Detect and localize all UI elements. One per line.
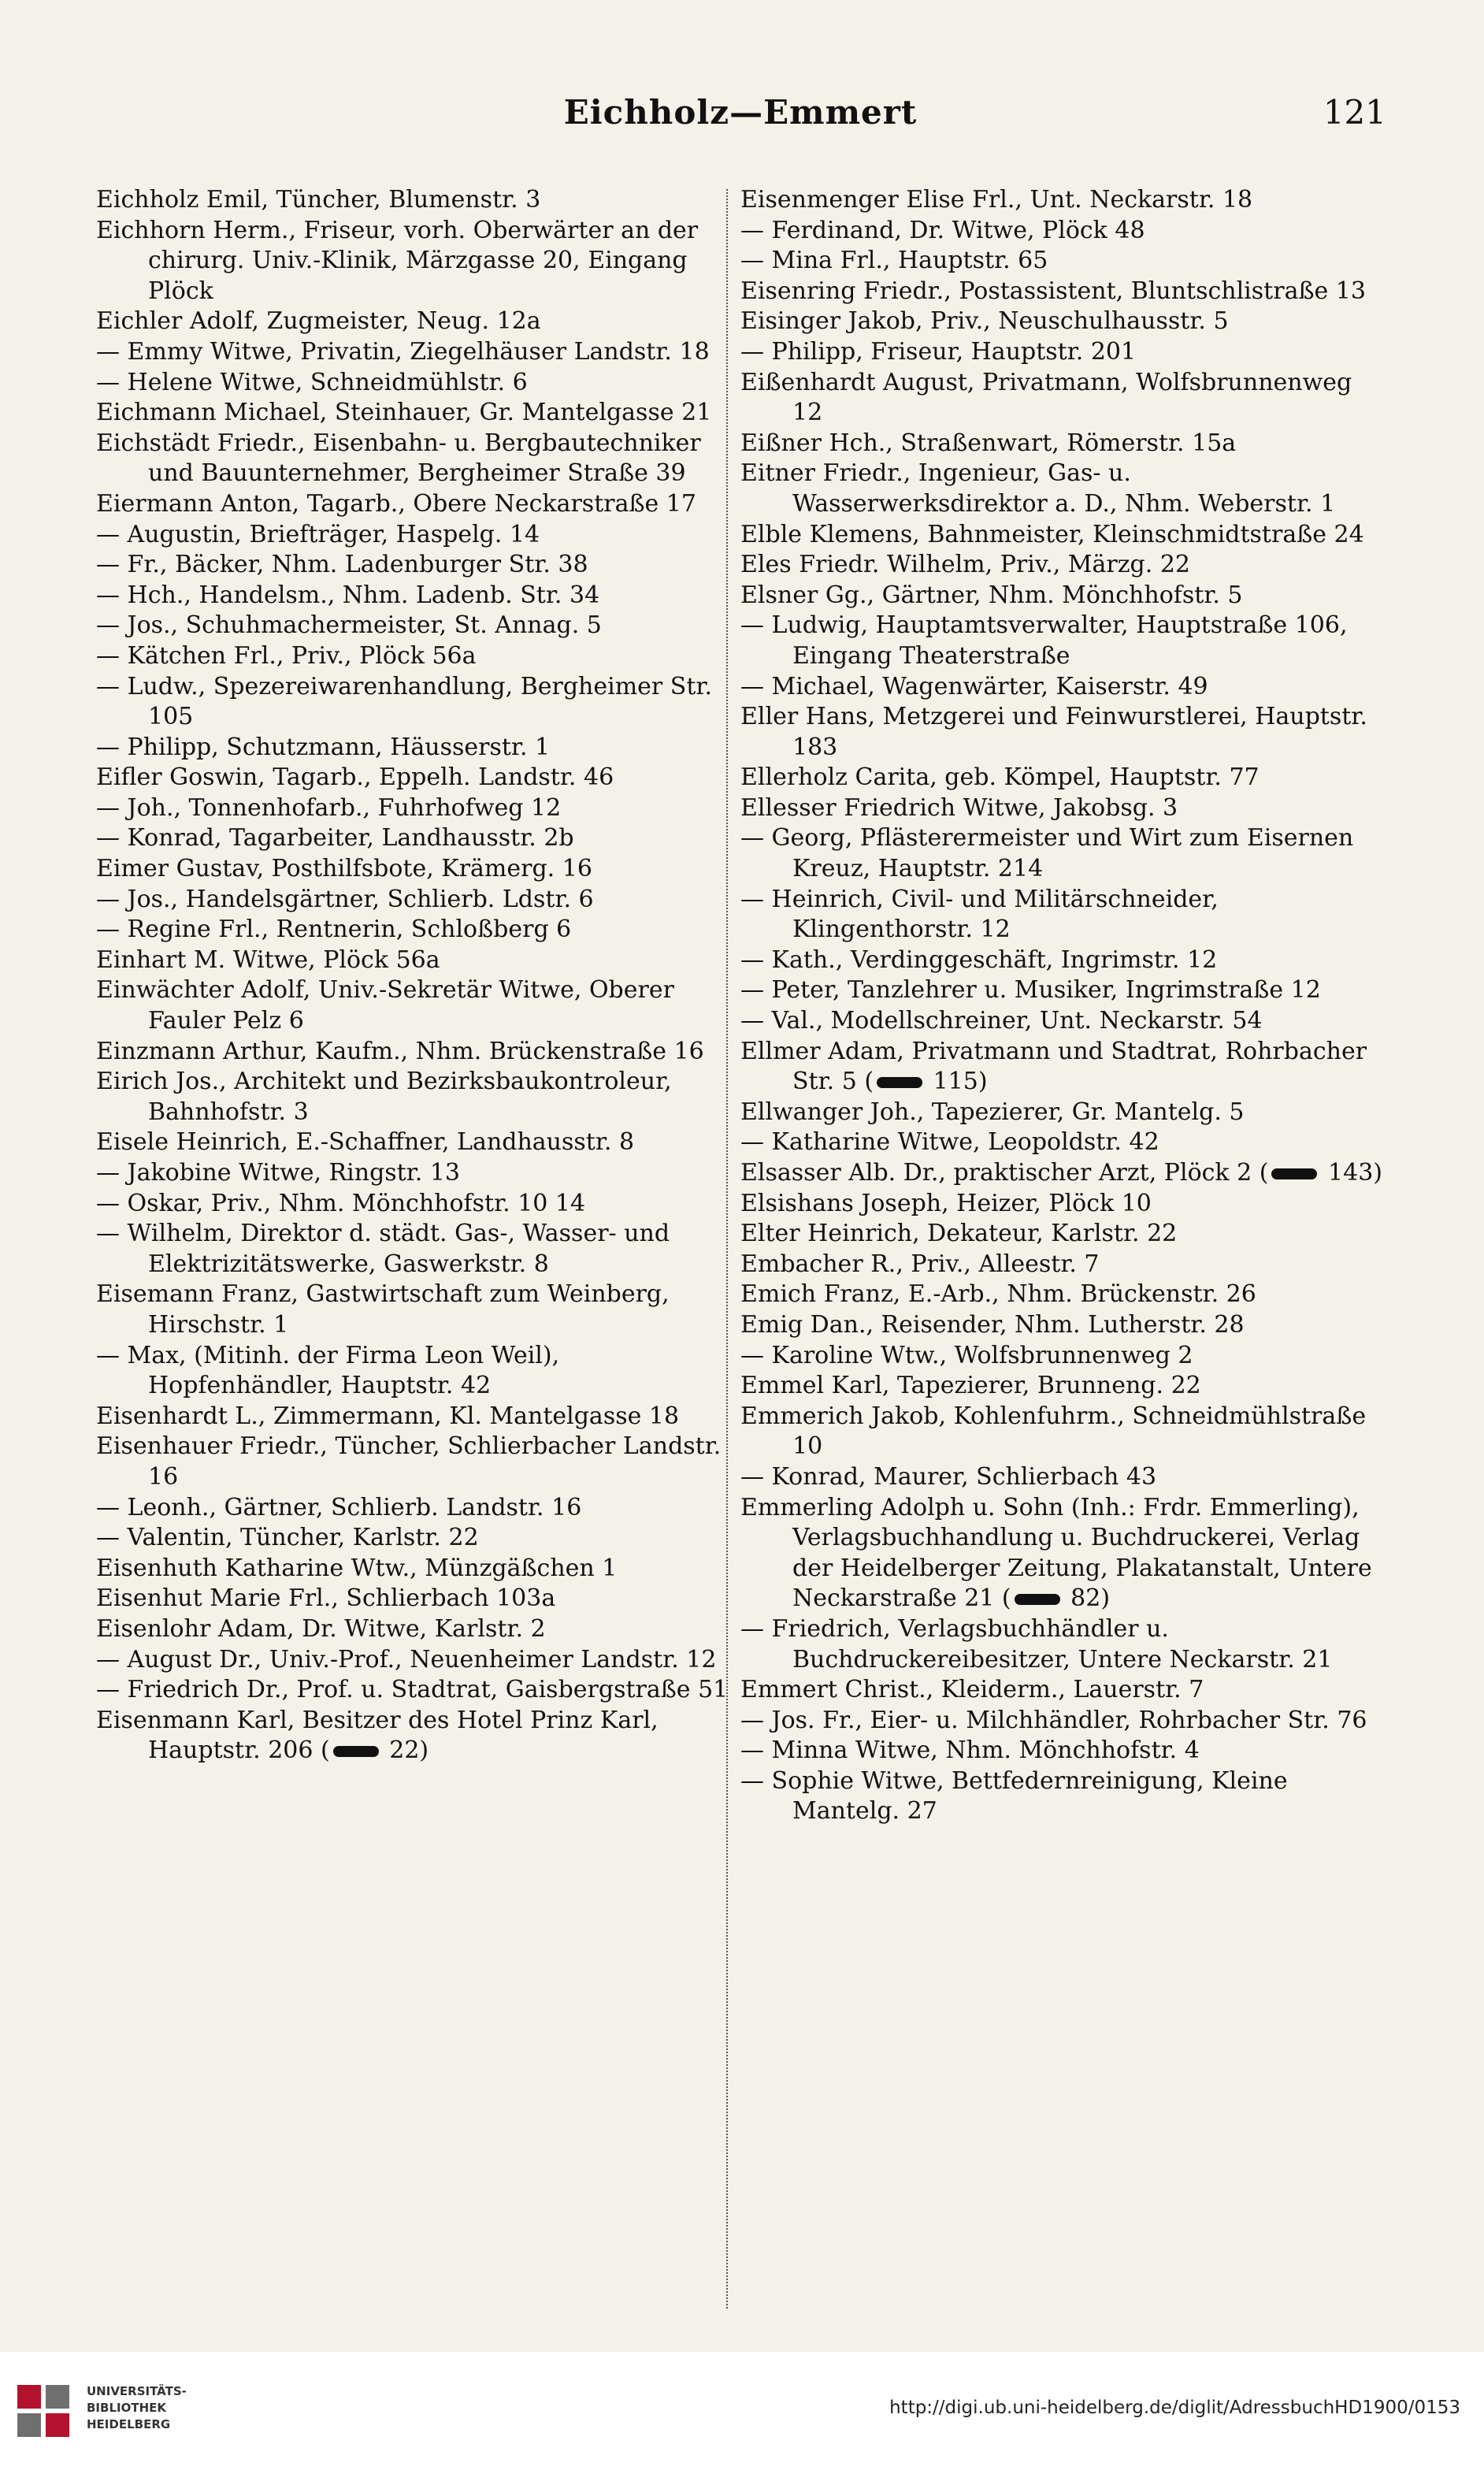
- directory-entry: Elble Klemens, Bahnmeister, Kleinschmidtstraße 24: [740, 520, 1364, 548]
- directory-entry: Elter Heinrich, Dekateur, Karlstr. 22: [740, 1220, 1178, 1248]
- directory-entry: Eisenhut Marie Frl., Schlierbach 103a: [96, 1584, 556, 1613]
- directory-entry: — Philipp, Friseur, Hauptstr. 201: [740, 337, 1137, 366]
- directory-entry: — Augustin, Briefträger, Haspelg. 14: [96, 520, 540, 548]
- directory-entry: — Jos., Handelsgärtner, Schlierb. Ldstr. 6: [96, 885, 594, 913]
- left-column: [96, 185, 742, 2312]
- directory-entry: Einwächter Adolf, Univ.-Sekretär Witwe, Oberer Fauler Pelz 6: [96, 976, 674, 1035]
- directory-entry: — Jos., Schuhmachermeister, St. Annag. 5: [96, 611, 602, 640]
- column-divider: [726, 189, 729, 2309]
- directory-entry: — August Dr., Univ.-Prof., Neuenheimer Landstr. 12: [96, 1645, 717, 1673]
- directory-entry: Eirich Jos., Architekt und Bezirksbaukontroleur, Bahnhofstr. 3: [96, 1068, 672, 1126]
- directory-entry: Emig Dan., Reisender, Nhm. Lutherstr. 28: [740, 1310, 1245, 1339]
- directory-entry: — Helene Witwe, Schneidmühlstr. 6: [96, 368, 528, 396]
- directory-entry: Eles Friedr. Wilhelm, Priv., Märzg. 22: [740, 551, 1191, 579]
- directory-entry: — Philipp, Schutzmann, Häusserstr. 1: [96, 733, 551, 761]
- directory-entry: — Hch., Handelsm., Nhm. Ladenb. Str. 34: [96, 581, 600, 609]
- directory-entry: Einhart M. Witwe, Plöck 56a: [96, 945, 440, 974]
- directory-entry: — Mina Frl., Hauptstr. 65: [740, 247, 1048, 275]
- directory-entry: Emich Franz, E.-Arb., Nhm. Brückenstr. 26: [740, 1280, 1256, 1309]
- directory-entry: Eitner Friedr., Ingenieur, Gas- u. Wasserwerksdirektor a. D., Nhm. Weberstr. 1: [740, 459, 1336, 518]
- directory-entry: — Jakobine Witwe, Ringstr. 13: [96, 1159, 461, 1187]
- phone-number: 143): [1320, 1159, 1382, 1187]
- directory-entry: — Regine Frl., Rentnerin, Schloßberg 6: [96, 916, 572, 944]
- directory-entry: Ellesser Friedrich Witwe, Jakobsg. 3: [740, 793, 1178, 822]
- directory-entry: Eichhorn Herm., Friseur, vorh. Oberwärter an der chirurg. Univ.-Klinik, Märzgasse 20, Eingang Plöck: [96, 216, 699, 305]
- directory-entry: — Peter, Tanzlehrer u. Musiker, Ingrimstraße 12: [740, 976, 1321, 1005]
- directory-entry: [740, 1493, 1386, 1614]
- directory-entry: Einzmann Arthur, Kaufm., Nhm. Brückenstraße 16: [96, 1037, 704, 1065]
- directory-entry: Eichler Adolf, Zugmeister, Neug. 12a: [96, 307, 541, 336]
- page-header: [95, 93, 1386, 148]
- directory-entry: Eißner Hch., Straßenwart, Römerstr. 15a: [740, 429, 1237, 457]
- directory-entry: — Kätchen Frl., Priv., Plöck 56a: [96, 641, 477, 670]
- right-entry-list: [740, 1189, 1386, 1493]
- directory-entry: Eichholz Emil, Tüncher, Blumenstr. 3: [96, 186, 541, 214]
- library-name-line: BIBLIOTHEK: [87, 2401, 166, 2415]
- directory-entry: — Michael, Wagenwärter, Kaiserstr. 49: [740, 672, 1208, 700]
- page-title: Eichholz—Emmert: [563, 93, 918, 132]
- right-column: [740, 185, 1386, 2312]
- directory-entry: — Valentin, Tüncher, Karlstr. 22: [96, 1524, 479, 1552]
- directory-entry: Eisenring Friedr., Postassistent, Bluntschlistraße 13: [740, 277, 1366, 305]
- telephone-icon: [877, 1077, 922, 1088]
- directory-entry: — Heinrich, Civil- und Militärschneider, Klingenthorstr. 12: [740, 885, 1219, 944]
- directory-entry: — Ludwig, Hauptamtsverwalter, Hauptstraße 106, Eingang Theaterstraße: [740, 611, 1348, 670]
- directory-entry: Eisenlohr Adam, Dr. Witwe, Karlstr. 2: [96, 1614, 546, 1643]
- directory-entry: — Georg, Pflästerermeister und Wirt zum Eisernen Kreuz, Hauptstr. 214: [740, 824, 1354, 883]
- directory-entry: Ellwanger Joh., Tapezierer, Gr. Mantelg. 5: [740, 1098, 1245, 1126]
- telephone-icon: [1015, 1594, 1060, 1605]
- telephone-icon: [333, 1746, 379, 1757]
- directory-entry: — Val., Modellschreiner, Unt. Neckarstr. 54: [740, 1007, 1263, 1035]
- library-name: [87, 2383, 187, 2433]
- directory-entry: — Joh., Tonnenhofarb., Fuhrhofweg 12: [96, 793, 562, 822]
- directory-entry: — Kath., Verdinggeschäft, Ingrimstr. 12: [740, 945, 1218, 974]
- directory-entry: Eisele Heinrich, E.-Schaffner, Landhausstr. 8: [96, 1128, 635, 1157]
- source-url[interactable]: http://digi.ub.uni-heidelberg.de/diglit/AdressbuchHD1900/0153: [889, 2398, 1460, 2418]
- directory-entry: — Leonh., Gärtner, Schlierb. Landstr. 16: [96, 1493, 582, 1521]
- directory-entry: — Minna Witwe, Nhm. Mönchhofstr. 4: [740, 1737, 1200, 1765]
- directory-entry: Emmel Karl, Tapezierer, Brunneng. 22: [740, 1372, 1201, 1400]
- directory-entry: Elsner Gg., Gärtner, Nhm. Mönchhofstr. 5: [740, 581, 1243, 609]
- phone-number: 82): [1063, 1584, 1111, 1613]
- directory-entry: Eisenhuth Katharine Wtw., Münzgäßchen 1: [96, 1554, 618, 1582]
- right-entry-list: [740, 185, 1386, 1037]
- directory-entry: — Emmy Witwe, Privatin, Ziegelhäuser Landstr. 18: [96, 337, 710, 366]
- phone-number: 22): [381, 1737, 429, 1765]
- directory-entry: Eifler Goswin, Tagarb., Eppelh. Landstr. 46: [96, 763, 614, 792]
- right-entry-list: [740, 1098, 1386, 1158]
- directory-entry: Emmerich Jakob, Kohlenfuhrm., Schneidmühlstraße 10: [740, 1402, 1367, 1461]
- directory-entry: Eisenhardt L., Zimmermann, Kl. Mantelgasse 18: [96, 1402, 680, 1430]
- entry-text: Eisenmann Karl, Besitzer des Hotel Prinz Karl, Hauptstr. 206 (: [96, 1706, 659, 1765]
- directory-entry: — Ludw., Spezereiwarenhandlung, Bergheimer Str. 105: [96, 672, 712, 731]
- directory-entry: — Friedrich, Verlagsbuchhändler u. Buchdruckereibesitzer, Untere Neckarstr. 21: [740, 1614, 1333, 1673]
- directory-entry: Eisenhauer Friedr., Tüncher, Schlierbacher Landstr. 16: [96, 1432, 722, 1491]
- directory-entry: Eisemann Franz, Gastwirtschaft zum Weinberg, Hirschstr. 1: [96, 1280, 670, 1339]
- directory-entry: — Katharine Witwe, Leopoldstr. 42: [740, 1128, 1159, 1157]
- directory-entry: — Fr., Bäcker, Nhm. Ladenburger Str. 38: [96, 551, 588, 579]
- directory-entry: Eller Hans, Metzgerei und Feinwurstlerei, Hauptstr. 183: [740, 703, 1367, 761]
- entry-text: Elsasser Alb. Dr., praktischer Arzt, Plöck 2 (: [740, 1159, 1269, 1187]
- entry-text: Ellmer Adam, Privatmann und Stadtrat, Rohrbacher Str. 5 (: [740, 1037, 1367, 1096]
- directory-entry: Eichstädt Friedr., Eisenbahn- u. Bergbautechniker und Bauunternehmer, Bergheimer Straße 39: [96, 429, 701, 488]
- directory-entry: Eisinger Jakob, Priv., Neuschulhausstr. 5: [740, 307, 1229, 336]
- directory-entry: Elsishans Joseph, Heizer, Plöck 10: [740, 1189, 1152, 1217]
- library-logo-icon: [16, 2383, 71, 2439]
- directory-entry: Eichmann Michael, Steinhauer, Gr. Mantelgasse 21: [96, 399, 712, 427]
- right-entry-list: [740, 1614, 1386, 1827]
- directory-entry: — Jos. Fr., Eier- u. Milchhändler, Rohrbacher Str. 76: [740, 1706, 1367, 1734]
- directory-entry: Ellerholz Carita, geb. Kömpel, Hauptstr. 77: [740, 763, 1260, 792]
- directory-entry: — Konrad, Tagarbeiter, Landhausstr. 2b: [96, 824, 574, 852]
- directory-entry: Eiermann Anton, Tagarb., Obere Neckarstraße 17: [96, 489, 696, 518]
- directory-entry: [96, 1706, 742, 1766]
- directory-entry: — Konrad, Maurer, Schlierbach 43: [740, 1462, 1157, 1491]
- footer-bar: [0, 2352, 1484, 2485]
- phone-number: 115): [926, 1068, 988, 1096]
- directory-entry: Eisenmenger Elise Frl., Unt. Neckarstr. 18: [740, 186, 1253, 214]
- directory-entry: [740, 1037, 1386, 1098]
- directory-entry: — Sophie Witwe, Bettfedernreinigung, Kleine Mantelg. 27: [740, 1766, 1288, 1826]
- page-number: 121: [1323, 93, 1386, 132]
- telephone-icon: [1271, 1168, 1317, 1179]
- library-name-line: UNIVERSITÄTS-: [87, 2384, 187, 2398]
- left-entry-list: [96, 185, 742, 1706]
- directory-entry: — Oskar, Priv., Nhm. Mönchhofstr. 10 14: [96, 1189, 586, 1217]
- directory-entry: [740, 1158, 1386, 1189]
- directory-entry: Eimer Gustav, Posthilfsbote, Krämerg. 16: [96, 855, 592, 883]
- library-name-line: HEIDELBERG: [87, 2417, 171, 2431]
- directory-entry: — Friedrich Dr., Prof. u. Stadtrat, Gaisbergstraße 51: [96, 1676, 729, 1704]
- directory-entry: Emmert Christ., Kleiderm., Lauerstr. 7: [740, 1676, 1204, 1704]
- directory-entry: Eißenhardt August, Privatmann, Wolfsbrunnenweg 12: [740, 368, 1352, 427]
- directory-entry: — Wilhelm, Direktor d. städt. Gas-, Wasser- und Elektrizitätswerke, Gaswerkstr. 8: [96, 1220, 670, 1278]
- directory-entry: — Max, (Mitinh. der Firma Leon Weil), Hopfenhändler, Hauptstr. 42: [96, 1341, 560, 1400]
- directory-entry: — Karoline Wtw., Wolfsbrunnenweg 2: [740, 1341, 1193, 1369]
- directory-entry: Embacher R., Priv., Alleestr. 7: [740, 1250, 1100, 1278]
- directory-entry: — Ferdinand, Dr. Witwe, Plöck 48: [740, 216, 1145, 244]
- entry-text: Emmerling Adolph u. Sohn (Inh.: Frdr. Emmerling), Verlagsbuchhandlung u. Buchdruckerei, Verlag der Heidelberger Zeitung, Plakatanstalt, Untere Neckarstraße 21 (: [740, 1493, 1372, 1613]
